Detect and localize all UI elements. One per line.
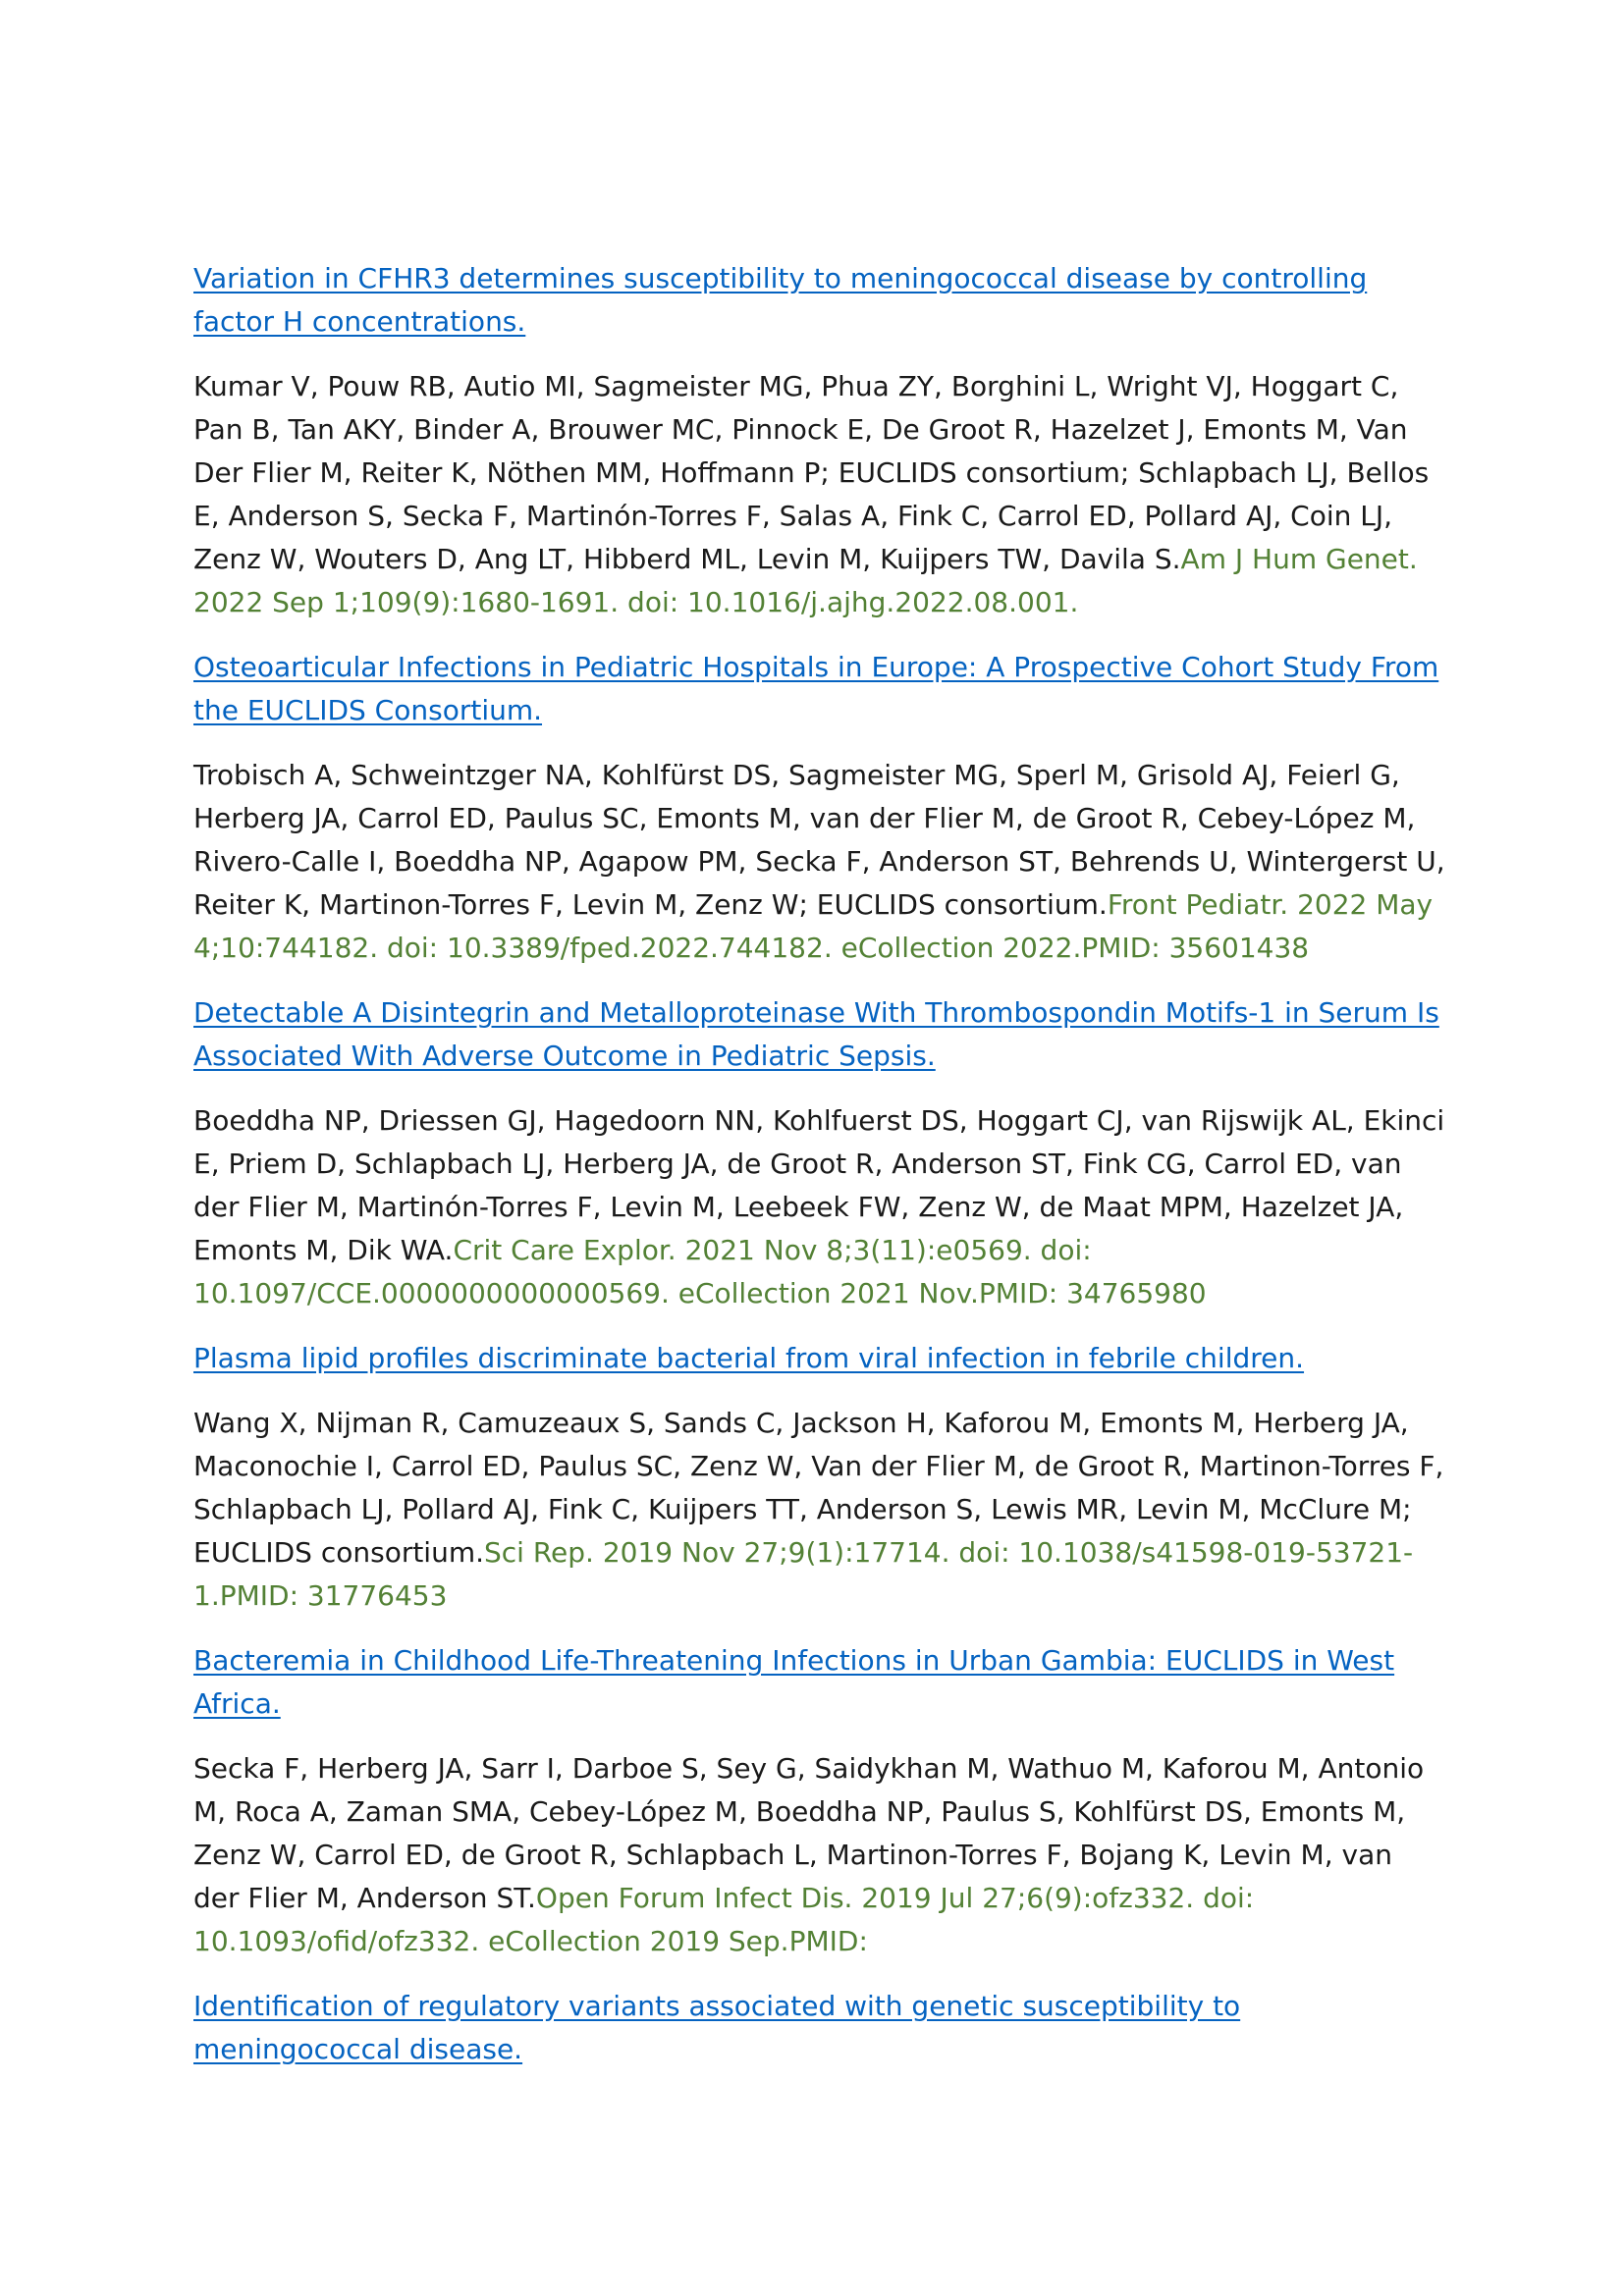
publication-title-link[interactable]: Variation in CFHR3 determines susceptibility to meningococcal disease by controlling factor H concentrations. bbox=[193, 262, 1368, 338]
publication-title-link[interactable]: Detectable A Disintegrin and Metalloproteinase With Thrombospondin Motifs-1 in Serum Is Associated With Adverse Outcome in Pediatric Sepsis. bbox=[193, 996, 1439, 1072]
publication-citation: Am J Hum Genet. 2022 Sep 1;109(9):1680-1691. doi: 10.1016/j.ajhg.2022.08.001. bbox=[193, 543, 1418, 618]
publication-reference bbox=[193, 754, 1445, 970]
publication-citation: Sci Rep. 2019 Nov 27;9(1):17714. doi: 10.1038/s41598-019-53721-1.PMID: 31776453 bbox=[193, 1536, 1414, 1612]
publication-authors: Kumar V, Pouw RB, Autio MI, Sagmeister MG, Phua ZY, Borghini L, Wright VJ, Hoggart C, Pan B, Tan AKY, Binder A, Brouwer MC, Pinnock E, De Groot R, Hazelzet J, Emonts M, Van Der Flier M, Reiter K, Nöthen MM, Hoffmann P; EUCLIDS consortium; Schlapbach LJ, Bellos E, Anderson S, Secka F, Martinón-Torres F, Salas A, Fink C, Carrol ED, Pollard AJ, Coin LJ, Zenz W, Wouters D, Ang LT, Hibberd ML, Levin M, Kuijpers TW, Davila S. bbox=[193, 370, 1430, 575]
publication-entry bbox=[193, 646, 1445, 970]
publication-title-link[interactable]: Bacteremia in Childhood Life-Threatening Infections in Urban Gambia: EUCLIDS in West Africa. bbox=[193, 1644, 1395, 1720]
publication-authors: Secka F, Herberg JA, Sarr I, Darboe S, Sey G, Saidykhan M, Wathuo M, Kaforou M, Antonio M, Roca A, Zaman SMA, Cebey-López M, Boeddha NP, Paulus S, Kohlfürst DS, Emonts M, Zenz W, Carrol ED, de Groot R, Schlapbach L, Martinon-Torres F, Bojang K, Levin M, van der Flier M, Anderson ST. bbox=[193, 1752, 1425, 1914]
publication-reference bbox=[193, 1099, 1445, 1315]
publication-entry bbox=[193, 991, 1445, 1315]
publication-title-link[interactable]: Plasma lipid profiles discriminate bacterial from viral infection in febrile children. bbox=[193, 1342, 1305, 1374]
publication-entry bbox=[193, 1337, 1445, 1618]
publication-entry bbox=[193, 1985, 1445, 2071]
publication-reference bbox=[193, 1747, 1445, 1963]
publication-authors: Boeddha NP, Driessen GJ, Hagedoorn NN, Kohlfuerst DS, Hoggart CJ, van Rijswijk AL, Ekinci E, Priem D, Schlapbach LJ, Herberg JA, de Groot R, Anderson ST, Fink CG, Carrol ED, van der Flier M, Martinón-Torres F, Levin M, Leebeek FW, Zenz W, de Maat MPM, Hazelzet JA, Emonts M, Dik WA. bbox=[193, 1104, 1445, 1266]
publication-citation: Open Forum Infect Dis. 2019 Jul 27;6(9):ofz332. doi: 10.1093/ofid/ofz332. eCollection 2019 Sep.PMID: bbox=[193, 1882, 1255, 1957]
publication-entry bbox=[193, 1639, 1445, 1963]
publication-citation: Crit Care Explor. 2021 Nov 8;3(11):e0569. doi: 10.1097/CCE.0000000000000569. eCollection 2021 Nov.PMID: 34765980 bbox=[193, 1234, 1207, 1309]
publication-title-link[interactable]: Osteoarticular Infections in Pediatric Hospitals in Europe: A Prospective Cohort Study From the EUCLIDS Consortium. bbox=[193, 651, 1439, 726]
publication-reference bbox=[193, 1402, 1445, 1618]
publication-authors: Trobisch A, Schweintzger NA, Kohlfürst DS, Sagmeister MG, Sperl M, Grisold AJ, Feierl G, Herberg JA, Carrol ED, Paulus SC, Emonts M, van der Flier M, de Groot R, Cebey-López M, Rivero-Calle I, Boeddha NP, Agapow PM, Secka F, Anderson ST, Behrends U, Wintergerst U, Reiter K, Martinon-Torres F, Levin M, Zenz W; EUCLIDS consortium. bbox=[193, 759, 1445, 921]
publication-citation: Front Pediatr. 2022 May 4;10:744182. doi: 10.3389/fped.2022.744182. eCollection 2022.PMID: 35601438 bbox=[193, 888, 1434, 964]
publication-list bbox=[193, 257, 1445, 2093]
publication-reference bbox=[193, 365, 1445, 624]
publication-entry bbox=[193, 257, 1445, 624]
publication-authors: Wang X, Nijman R, Camuzeaux S, Sands C, Jackson H, Kaforou M, Emonts M, Herberg JA, Maconochie I, Carrol ED, Paulus SC, Zenz W, Van der Flier M, de Groot R, Martinon-Torres F, Schlapbach LJ, Pollard AJ, Fink C, Kuijpers TT, Anderson S, Lewis MR, Levin M, McClure M; EUCLIDS consortium. bbox=[193, 1407, 1444, 1569]
publication-title-link[interactable]: Identification of regulatory variants associated with genetic susceptibility to meningococcal disease. bbox=[193, 1990, 1241, 2065]
